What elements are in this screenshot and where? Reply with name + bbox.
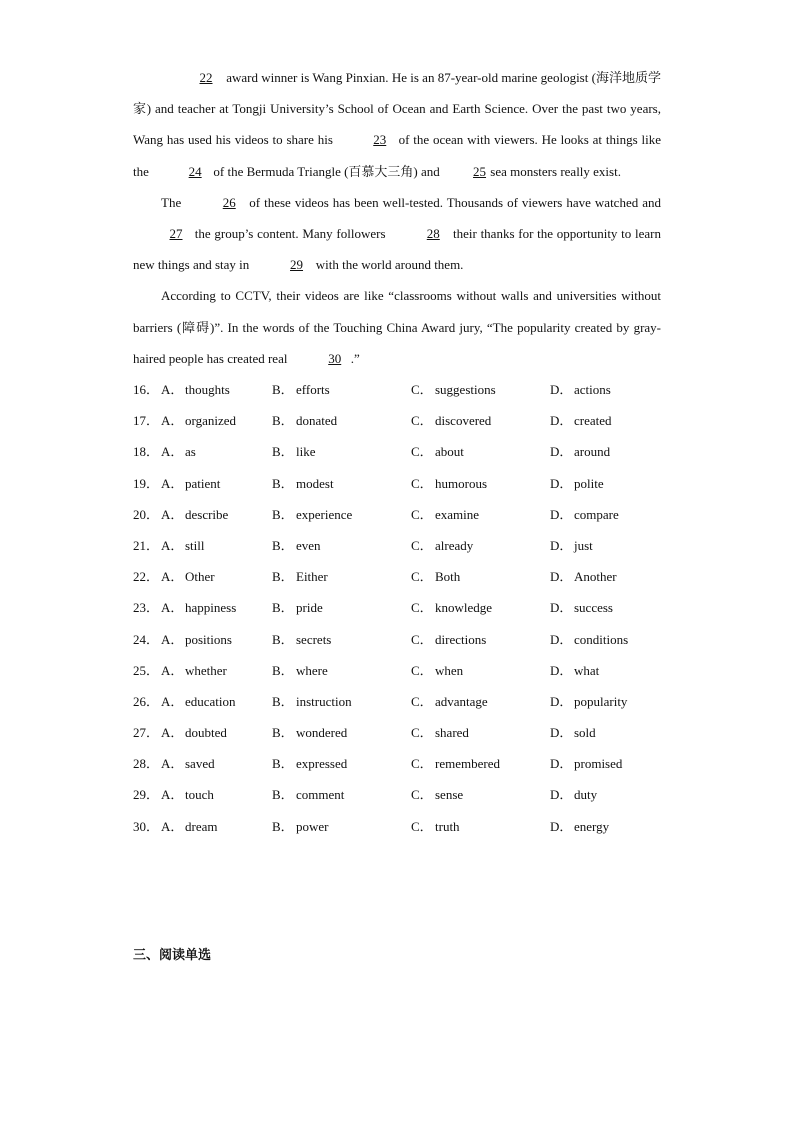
option-letter: C． bbox=[411, 725, 433, 741]
option-text: Both bbox=[435, 569, 461, 585]
option-letter: A． bbox=[161, 818, 184, 834]
question-row bbox=[133, 561, 661, 592]
option-letter: B． bbox=[272, 693, 294, 709]
option-letter: A． bbox=[161, 475, 184, 491]
option-letter: A． bbox=[161, 413, 184, 429]
option-c[interactable] bbox=[411, 374, 550, 405]
option-a[interactable] bbox=[133, 374, 272, 405]
option-text: polite bbox=[574, 475, 604, 491]
question-row bbox=[133, 655, 661, 686]
option-b[interactable] bbox=[272, 561, 411, 592]
option-c[interactable] bbox=[411, 655, 550, 686]
option-text: just bbox=[574, 537, 593, 553]
option-c[interactable] bbox=[411, 405, 550, 436]
option-letter: C． bbox=[411, 444, 433, 460]
option-text: donated bbox=[296, 413, 338, 429]
option-a[interactable] bbox=[133, 686, 272, 717]
option-d[interactable] bbox=[550, 530, 661, 561]
option-text: pride bbox=[296, 600, 323, 616]
option-text: about bbox=[435, 444, 464, 460]
option-text: directions bbox=[435, 631, 487, 647]
option-a[interactable] bbox=[133, 779, 272, 810]
option-text: patient bbox=[185, 475, 221, 491]
option-text: experience bbox=[296, 506, 353, 522]
question-number: 21． bbox=[133, 537, 160, 553]
option-text: even bbox=[296, 537, 321, 553]
question-row bbox=[133, 530, 661, 561]
blank-22: 22 bbox=[199, 70, 213, 85]
option-text: organized bbox=[185, 413, 237, 429]
option-letter: A． bbox=[161, 537, 184, 553]
option-d[interactable] bbox=[550, 686, 661, 717]
option-text: created bbox=[574, 413, 612, 429]
option-d[interactable] bbox=[550, 436, 661, 467]
option-b[interactable] bbox=[272, 468, 411, 499]
option-letter: C． bbox=[411, 693, 433, 709]
option-d[interactable] bbox=[550, 717, 661, 748]
option-letter: C． bbox=[411, 631, 433, 647]
option-text: instruction bbox=[296, 693, 352, 709]
option-letter: D． bbox=[550, 537, 573, 553]
option-text: touch bbox=[185, 787, 214, 803]
question-row bbox=[133, 436, 661, 467]
option-a[interactable] bbox=[133, 436, 272, 467]
option-a[interactable] bbox=[133, 811, 272, 842]
option-letter: D． bbox=[550, 382, 573, 398]
option-b[interactable] bbox=[272, 405, 411, 436]
option-letter: C． bbox=[411, 569, 433, 585]
section-title: 三、阅读单选 bbox=[133, 948, 212, 963]
option-letter: B． bbox=[272, 506, 294, 522]
question-row bbox=[133, 374, 661, 405]
option-b[interactable] bbox=[272, 374, 411, 405]
option-letter: D． bbox=[550, 569, 573, 585]
option-letter: D． bbox=[550, 506, 573, 522]
option-text: Either bbox=[296, 569, 328, 585]
option-c[interactable] bbox=[411, 624, 550, 655]
option-a[interactable] bbox=[133, 468, 272, 499]
option-text: shared bbox=[435, 725, 469, 741]
option-a[interactable] bbox=[133, 655, 272, 686]
option-c[interactable] bbox=[411, 748, 550, 779]
option-text: duty bbox=[574, 787, 598, 803]
option-letter: A． bbox=[161, 662, 184, 678]
question-number: 17． bbox=[133, 413, 160, 429]
option-b[interactable] bbox=[272, 811, 411, 842]
option-d[interactable] bbox=[550, 499, 661, 530]
option-text: what bbox=[574, 662, 600, 678]
option-text: wondered bbox=[296, 725, 348, 741]
option-letter: A． bbox=[161, 693, 184, 709]
option-b[interactable] bbox=[272, 717, 411, 748]
option-letter: A． bbox=[161, 444, 184, 460]
option-text: expressed bbox=[296, 756, 348, 772]
option-a[interactable] bbox=[133, 717, 272, 748]
option-text: Other bbox=[185, 569, 215, 585]
blank-30: 30 bbox=[328, 350, 342, 366]
option-b[interactable] bbox=[272, 655, 411, 686]
question-number: 27． bbox=[133, 725, 160, 741]
option-c[interactable] bbox=[411, 811, 550, 842]
question-number: 26． bbox=[133, 693, 160, 709]
option-text: positions bbox=[185, 631, 232, 647]
option-text: happiness bbox=[185, 600, 237, 616]
option-d[interactable] bbox=[550, 655, 661, 686]
option-text: when bbox=[435, 662, 464, 678]
option-text: energy bbox=[574, 818, 610, 834]
option-text: discovered bbox=[435, 413, 492, 429]
question-row bbox=[133, 748, 661, 779]
option-text: examine bbox=[435, 506, 480, 522]
option-letter: C． bbox=[411, 475, 433, 491]
option-text: sold bbox=[574, 725, 596, 741]
question-number: 19． bbox=[133, 475, 160, 491]
option-letter: D． bbox=[550, 475, 573, 491]
option-d[interactable] bbox=[550, 748, 661, 779]
option-letter: B． bbox=[272, 756, 294, 772]
option-c[interactable] bbox=[411, 779, 550, 810]
option-letter: A． bbox=[161, 631, 184, 647]
option-d[interactable] bbox=[550, 468, 661, 499]
question-number: 20． bbox=[133, 506, 160, 522]
option-letter: A． bbox=[161, 569, 184, 585]
option-letter: D． bbox=[550, 662, 573, 678]
blank-23: 23 bbox=[373, 132, 387, 148]
option-letter: A． bbox=[161, 725, 184, 741]
option-c[interactable] bbox=[411, 499, 550, 530]
option-b[interactable] bbox=[272, 686, 411, 717]
option-d[interactable] bbox=[550, 811, 661, 842]
option-a[interactable] bbox=[133, 592, 272, 623]
option-c[interactable] bbox=[411, 592, 550, 623]
option-b[interactable] bbox=[272, 748, 411, 779]
paragraph-1: 22 award winner is Wang Pinxian. He is an 87-year-old marine geologist (海洋地质学家) and teacher at Tongji University’s School of Ocean and Earth Science. Over the past two years, Wang has used his videos to share his 23 of the ocean with viewers. He looks at things like the 24 of the Bermuda Triangle (百慕大三角) and 25 sea monsters really exist. bbox=[133, 62, 661, 187]
question-options-list bbox=[133, 374, 661, 842]
option-c[interactable] bbox=[411, 686, 550, 717]
option-letter: C． bbox=[411, 413, 433, 429]
question-number: 24． bbox=[133, 631, 160, 647]
option-letter: C． bbox=[411, 787, 433, 803]
option-letter: D． bbox=[550, 693, 573, 709]
option-letter: A． bbox=[161, 382, 184, 398]
option-text: Another bbox=[574, 569, 617, 585]
option-text: doubted bbox=[185, 725, 227, 741]
option-letter: B． bbox=[272, 631, 294, 647]
question-number: 25． bbox=[133, 662, 160, 678]
option-text: actions bbox=[574, 382, 611, 398]
option-letter: C． bbox=[411, 506, 433, 522]
option-letter: B． bbox=[272, 382, 294, 398]
option-letter: D． bbox=[550, 600, 573, 616]
option-letter: D． bbox=[550, 725, 573, 741]
option-text: education bbox=[185, 693, 236, 709]
paragraph-3: According to CCTV, their videos are like “classrooms without walls and universities without barriers (障碍)”. In the words of the Touching China Award jury, “The popularity created by gray-haired people has created real 30 .” bbox=[133, 280, 661, 374]
option-text: still bbox=[185, 537, 205, 553]
option-text: efforts bbox=[296, 382, 330, 398]
blank-28: 28 bbox=[426, 226, 440, 242]
option-text: describe bbox=[185, 506, 229, 522]
question-row bbox=[133, 686, 661, 717]
blank-26: 26 bbox=[222, 194, 236, 210]
question-number: 29． bbox=[133, 787, 160, 803]
question-number: 18． bbox=[133, 444, 160, 460]
option-b[interactable] bbox=[272, 592, 411, 623]
option-text: power bbox=[296, 818, 329, 834]
option-letter: B． bbox=[272, 662, 294, 678]
option-c[interactable] bbox=[411, 436, 550, 467]
option-letter: C． bbox=[411, 537, 433, 553]
question-row bbox=[133, 811, 661, 842]
option-text: modest bbox=[296, 475, 334, 491]
option-a[interactable] bbox=[133, 499, 272, 530]
option-d[interactable] bbox=[550, 561, 661, 592]
option-text: whether bbox=[185, 662, 227, 678]
option-letter: A． bbox=[161, 600, 184, 616]
option-a[interactable] bbox=[133, 748, 272, 779]
option-letter: B． bbox=[272, 600, 294, 616]
option-a[interactable] bbox=[133, 561, 272, 592]
option-letter: B． bbox=[272, 818, 294, 834]
option-a[interactable] bbox=[133, 624, 272, 655]
question-number: 16． bbox=[133, 382, 160, 398]
question-row bbox=[133, 468, 661, 499]
option-text: popularity bbox=[574, 693, 628, 709]
option-letter: A． bbox=[161, 787, 184, 803]
option-d[interactable] bbox=[550, 592, 661, 623]
option-text: advantage bbox=[435, 693, 488, 709]
option-d[interactable] bbox=[550, 374, 661, 405]
paragraph-2: The 26 of these videos has been well-tested. Thousands of viewers have watched and 27 the group’s content. Many followers 28 their thanks for the opportunity to learn new things and stay in 29 with the world around them. bbox=[133, 187, 661, 281]
option-b[interactable] bbox=[272, 436, 411, 467]
option-text: conditions bbox=[574, 631, 629, 647]
option-letter: C． bbox=[411, 600, 433, 616]
option-c[interactable] bbox=[411, 561, 550, 592]
option-text: dream bbox=[185, 818, 218, 834]
option-text: knowledge bbox=[435, 600, 493, 616]
option-d[interactable] bbox=[550, 405, 661, 436]
option-text: already bbox=[435, 537, 474, 553]
option-text: truth bbox=[435, 818, 460, 834]
option-letter: D． bbox=[550, 756, 573, 772]
question-row bbox=[133, 717, 661, 748]
option-text: saved bbox=[185, 756, 215, 772]
option-letter: D． bbox=[550, 818, 573, 834]
blank-24: 24 bbox=[188, 163, 202, 179]
option-text: like bbox=[296, 444, 316, 460]
option-text: sense bbox=[435, 787, 464, 803]
option-text: secrets bbox=[296, 631, 332, 647]
option-d[interactable] bbox=[550, 624, 661, 655]
option-letter: B． bbox=[272, 537, 294, 553]
option-letter: C． bbox=[411, 382, 433, 398]
option-letter: D． bbox=[550, 631, 573, 647]
option-a[interactable] bbox=[133, 530, 272, 561]
option-letter: D． bbox=[550, 787, 573, 803]
option-b[interactable] bbox=[272, 530, 411, 561]
option-letter: C． bbox=[411, 818, 433, 834]
option-b[interactable] bbox=[272, 624, 411, 655]
option-letter: C． bbox=[411, 662, 433, 678]
option-letter: B． bbox=[272, 569, 294, 585]
option-letter: B． bbox=[272, 413, 294, 429]
question-number: 22． bbox=[133, 569, 160, 585]
option-letter: A． bbox=[161, 506, 184, 522]
question-row bbox=[133, 592, 661, 623]
option-b[interactable] bbox=[272, 779, 411, 810]
option-b[interactable] bbox=[272, 499, 411, 530]
option-c[interactable] bbox=[411, 468, 550, 499]
option-letter: C． bbox=[411, 756, 433, 772]
option-letter: B． bbox=[272, 725, 294, 741]
option-text: promised bbox=[574, 756, 623, 772]
question-row bbox=[133, 499, 661, 530]
question-row bbox=[133, 624, 661, 655]
option-text: as bbox=[185, 444, 196, 460]
question-number: 28． bbox=[133, 756, 160, 772]
option-a[interactable] bbox=[133, 405, 272, 436]
question-number: 30． bbox=[133, 818, 160, 834]
option-text: remembered bbox=[435, 756, 500, 772]
option-text: compare bbox=[574, 506, 619, 522]
option-c[interactable] bbox=[411, 530, 550, 561]
option-text: success bbox=[574, 600, 613, 616]
option-text: suggestions bbox=[435, 382, 496, 398]
blank-27: 27 bbox=[169, 226, 183, 242]
option-letter: B． bbox=[272, 444, 294, 460]
option-letter: B． bbox=[272, 475, 294, 491]
option-c[interactable] bbox=[411, 717, 550, 748]
question-row bbox=[133, 779, 661, 810]
option-letter: D． bbox=[550, 413, 573, 429]
blank-29: 29 bbox=[290, 257, 304, 273]
option-text: around bbox=[574, 444, 611, 460]
option-text: thoughts bbox=[185, 382, 230, 398]
option-text: where bbox=[296, 662, 328, 678]
document-body bbox=[133, 62, 661, 842]
option-d[interactable] bbox=[550, 779, 661, 810]
option-letter: D． bbox=[550, 444, 573, 460]
option-text: humorous bbox=[435, 475, 487, 491]
option-letter: A． bbox=[161, 756, 184, 772]
option-letter: B． bbox=[272, 787, 294, 803]
question-row bbox=[133, 405, 661, 436]
question-number: 23． bbox=[133, 600, 160, 616]
blank-25: 25 bbox=[473, 163, 487, 179]
option-text: comment bbox=[296, 787, 345, 803]
